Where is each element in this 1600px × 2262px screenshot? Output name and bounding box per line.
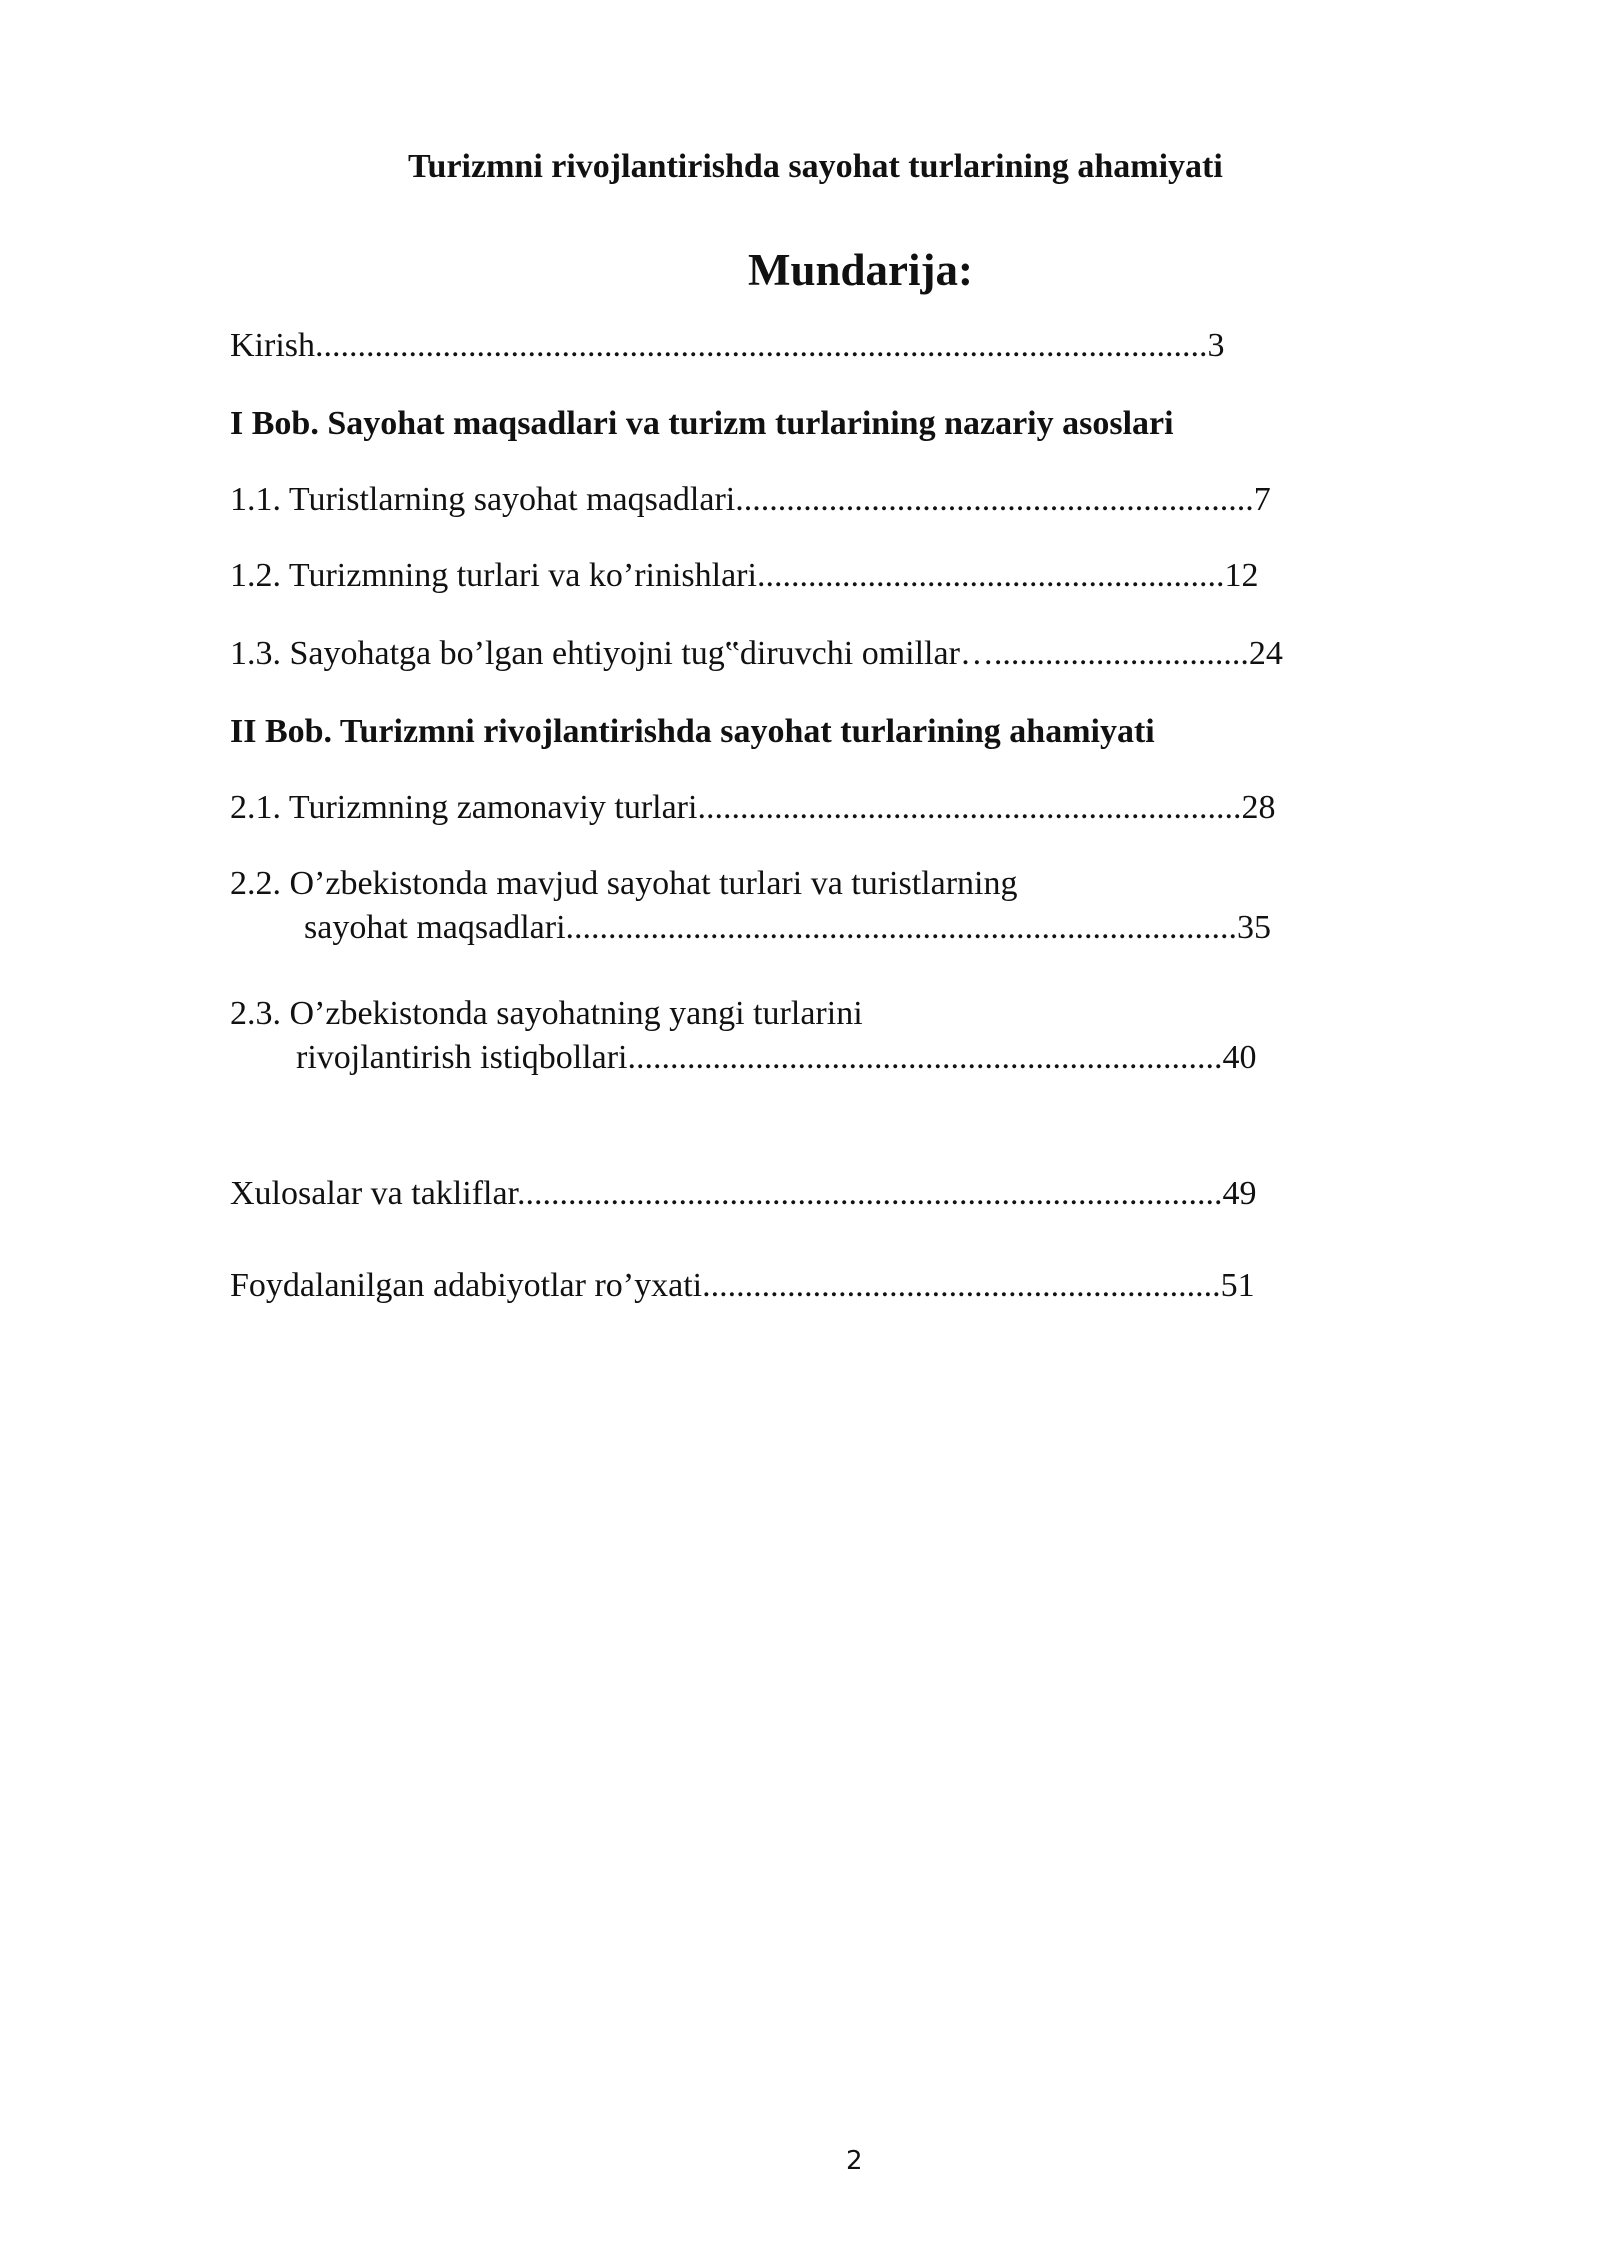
toc-entry-1-2[interactable] [230, 554, 1390, 598]
toc-entry-intro[interactable] [230, 324, 1380, 368]
toc-entry-text: 2.1. Turizmning zamonaviy turlari................................................................28 [230, 789, 1276, 826]
toc-entry-text: Xulosalar va takliflar...................................................................................49 [230, 1175, 1257, 1212]
page-number: 2 [846, 2146, 863, 2176]
toc-entry-text: Kirish.........................................................................................................3 [230, 327, 1225, 364]
toc-entry-conclusion[interactable] [230, 1172, 1396, 1216]
toc-entry-2-3-line2[interactable] [296, 1036, 1396, 1080]
toc-entry-2-1[interactable] [230, 786, 1396, 830]
toc-entry-text: 1.3. Sayohatga bo’lgan ehtiyojni tug‟diruvchi omillar…..............................24 [230, 635, 1283, 672]
toc-chapter-1-title[interactable]: I Bob. Sayohat maqsadlari va turizm turlarining nazariy asoslari [230, 405, 1174, 442]
toc-entry-references[interactable] [230, 1264, 1394, 1308]
toc-entry-text: 1.1. Turistlarning sayohat maqsadlari.............................................................7 [230, 481, 1271, 518]
toc-entry-2-2-line1[interactable]: 2.2. O’zbekistonda mavjud sayohat turlari va turistlarning [230, 865, 1018, 902]
document-title: Turizmni rivojlantirishda sayohat turlarining ahamiyati [408, 148, 1223, 185]
toc-heading: Mundarija: [748, 245, 973, 295]
toc-entry-2-2-line2[interactable] [304, 906, 1400, 950]
toc-entry-text: sayohat maqsadlari...............................................................................35 [304, 909, 1272, 946]
toc-entry-text: rivojlantirish istiqbollari......................................................................40 [296, 1039, 1257, 1076]
toc-entry-2-3-line1[interactable]: 2.3. O’zbekistonda sayohatning yangi turlarini [230, 995, 863, 1032]
toc-entry-text: Foydalanilgan adabiyotlar ro’yxati.............................................................51 [230, 1267, 1255, 1304]
toc-entry-text: 1.2. Turizmning turlari va ko’rinishlari.......................................................12 [230, 557, 1259, 594]
toc-entry-1-1[interactable] [230, 478, 1390, 522]
toc-entry-1-3[interactable] [230, 632, 1390, 676]
toc-chapter-2-title[interactable]: II Bob. Turizmni rivojlantirishda sayohat turlarining ahamiyati [230, 713, 1155, 750]
